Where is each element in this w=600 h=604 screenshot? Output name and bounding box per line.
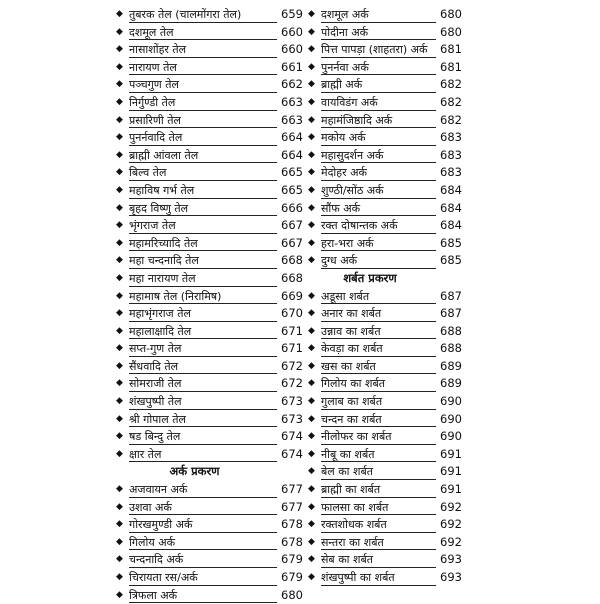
diamond-bullet-icon: ◆ bbox=[116, 272, 123, 283]
entry-page-number: 681 bbox=[440, 42, 462, 57]
diamond-bullet-icon: ◆ bbox=[308, 343, 315, 354]
entry-page-number: 659 bbox=[281, 7, 303, 21]
index-entry bbox=[116, 270, 303, 288]
entry-title: भृंगराज तेल bbox=[129, 217, 275, 235]
diamond-bullet-icon: ◆ bbox=[308, 501, 315, 512]
entry-title: बिल्व तेल bbox=[129, 164, 275, 182]
index-entry bbox=[308, 235, 462, 253]
diamond-bullet-icon: ◆ bbox=[308, 466, 315, 477]
index-entry bbox=[116, 112, 303, 130]
entry-title: अजवायन अर्क bbox=[129, 481, 275, 499]
entry-page-number: 667 bbox=[281, 218, 303, 233]
index-column-left bbox=[116, 6, 303, 604]
diamond-bullet-icon: ◆ bbox=[308, 519, 315, 530]
index-entry bbox=[116, 358, 303, 376]
index-entry bbox=[116, 94, 303, 112]
diamond-bullet-icon: ◆ bbox=[308, 149, 315, 160]
entry-title: रक्तशोधक शर्बत bbox=[321, 516, 434, 534]
index-entry bbox=[308, 499, 462, 517]
entry-page-number: 678 bbox=[281, 517, 303, 532]
entry-page-number: 691 bbox=[440, 464, 462, 479]
diamond-bullet-icon: ◆ bbox=[116, 325, 123, 336]
index-entry bbox=[116, 516, 303, 534]
entry-page-number: 690 bbox=[440, 411, 462, 426]
entry-title: प्रसारिणी तेल bbox=[129, 112, 275, 130]
entry-title: महालाक्षादि तेल bbox=[129, 323, 275, 341]
index-entry bbox=[116, 305, 303, 323]
entry-title: सन्तरा का शर्बत bbox=[321, 534, 434, 552]
entry-title: ब्राह्मी आंवला तेल bbox=[129, 147, 275, 165]
entry-page-number: 673 bbox=[281, 411, 303, 426]
entry-page-number: 684 bbox=[440, 218, 462, 233]
index-entry bbox=[116, 6, 303, 24]
diamond-bullet-icon: ◆ bbox=[308, 237, 315, 248]
index-entry bbox=[308, 358, 462, 376]
entry-title: चन्दन का शर्बत bbox=[321, 411, 434, 429]
entry-page-number: 673 bbox=[281, 394, 303, 409]
entry-page-number: 689 bbox=[440, 376, 462, 391]
diamond-bullet-icon: ◆ bbox=[308, 9, 315, 19]
diamond-bullet-icon: ◆ bbox=[308, 220, 315, 231]
index-entry bbox=[116, 428, 303, 446]
diamond-bullet-icon: ◆ bbox=[116, 484, 123, 495]
diamond-bullet-icon: ◆ bbox=[116, 114, 123, 125]
index-entry bbox=[308, 481, 462, 499]
index-entry bbox=[308, 446, 462, 464]
entry-title: वायविडंग अर्क bbox=[321, 94, 434, 112]
index-entry bbox=[308, 94, 462, 112]
entry-title: महामंजिष्ठादि अर्क bbox=[321, 112, 434, 130]
entry-page-number: 665 bbox=[281, 165, 303, 180]
entry-page-number: 683 bbox=[440, 130, 462, 145]
entry-page-number: 684 bbox=[440, 182, 462, 197]
index-entry bbox=[116, 200, 303, 218]
entry-title: पित्त पापड़ा (शाहतरा) अर्क bbox=[321, 41, 434, 59]
index-entry bbox=[308, 200, 462, 218]
entry-title: महामरिच्यादि तेल bbox=[129, 235, 275, 253]
entry-page-number: 674 bbox=[281, 446, 303, 461]
diamond-bullet-icon: ◆ bbox=[116, 184, 123, 195]
diamond-bullet-icon: ◆ bbox=[116, 79, 123, 90]
entry-title: ब्राह्मी अर्क bbox=[321, 76, 434, 94]
index-entry bbox=[308, 534, 462, 552]
index-entry bbox=[116, 534, 303, 552]
index-entry bbox=[308, 252, 462, 270]
entry-title: बेल का शर्बत bbox=[321, 463, 434, 481]
diamond-bullet-icon: ◆ bbox=[116, 220, 123, 231]
diamond-bullet-icon: ◆ bbox=[116, 167, 123, 178]
index-entry bbox=[116, 551, 303, 569]
index-entry bbox=[308, 164, 462, 182]
entry-title: तुबरक तेल (चालमोंगरा तेल) bbox=[129, 6, 275, 24]
entry-page-number: 677 bbox=[281, 499, 303, 514]
diamond-bullet-icon: ◆ bbox=[308, 290, 315, 301]
index-entry bbox=[116, 59, 303, 77]
entry-page-number: 667 bbox=[281, 235, 303, 250]
diamond-bullet-icon: ◆ bbox=[116, 61, 123, 72]
index-entry bbox=[116, 499, 303, 517]
diamond-bullet-icon: ◆ bbox=[308, 572, 315, 582]
entry-page-number: 682 bbox=[440, 112, 462, 127]
diamond-bullet-icon: ◆ bbox=[116, 132, 123, 143]
entry-title: नासाशोंहर तेल bbox=[129, 41, 275, 59]
index-entry bbox=[308, 375, 462, 393]
entry-page-number: 690 bbox=[440, 394, 462, 409]
entry-title: सौंफ अर्क bbox=[321, 200, 434, 218]
entry-page-number: 691 bbox=[440, 446, 462, 461]
index-entry bbox=[116, 41, 303, 59]
entry-title: गुलाब का शर्बत bbox=[321, 393, 434, 411]
diamond-bullet-icon: ◆ bbox=[308, 44, 315, 55]
index-entry bbox=[308, 24, 462, 42]
diamond-bullet-icon: ◆ bbox=[116, 413, 123, 424]
entry-title: मेदोहर अर्क bbox=[321, 164, 434, 182]
index-entry bbox=[116, 323, 303, 341]
index-entry bbox=[308, 340, 462, 358]
entry-title: सैंधवादि तेल bbox=[129, 358, 275, 376]
entry-page-number: 687 bbox=[440, 306, 462, 321]
index-entry bbox=[116, 164, 303, 182]
entry-page-number: 683 bbox=[440, 147, 462, 162]
index-entry bbox=[308, 217, 462, 235]
entry-page-number: 680 bbox=[281, 587, 303, 602]
index-entry bbox=[116, 252, 303, 270]
diamond-bullet-icon: ◆ bbox=[116, 44, 123, 55]
entry-title: उन्नाव का शर्बत bbox=[321, 323, 434, 341]
diamond-bullet-icon: ◆ bbox=[308, 431, 315, 442]
entry-page-number: 681 bbox=[440, 59, 462, 74]
entry-title: गोरखमुण्डी अर्क bbox=[129, 516, 275, 534]
entry-title: नीलोफर का शर्बत bbox=[321, 428, 434, 446]
diamond-bullet-icon: ◆ bbox=[308, 255, 315, 266]
entry-page-number: 660 bbox=[281, 24, 303, 39]
entry-title: केवड़ा का शर्बत bbox=[321, 340, 434, 358]
diamond-bullet-icon: ◆ bbox=[116, 448, 123, 459]
entry-title: पञ्चगुण तेल bbox=[129, 76, 275, 94]
index-entry bbox=[308, 59, 462, 77]
index-column-right bbox=[308, 6, 462, 587]
entry-title: निर्गुण्डी तेल bbox=[129, 94, 275, 112]
index-entry bbox=[116, 446, 303, 464]
entry-page-number: 660 bbox=[281, 42, 303, 57]
diamond-bullet-icon: ◆ bbox=[116, 378, 123, 389]
diamond-bullet-icon: ◆ bbox=[308, 308, 315, 319]
entry-title: दशमूल तेल bbox=[129, 24, 275, 42]
index-entry bbox=[116, 147, 303, 165]
index-entry bbox=[308, 112, 462, 130]
entry-title: अनार का शर्बत bbox=[321, 305, 434, 323]
index-entry bbox=[116, 393, 303, 411]
index-entry bbox=[308, 323, 462, 341]
entry-page-number: 692 bbox=[440, 534, 462, 549]
index-entry bbox=[308, 41, 462, 59]
diamond-bullet-icon: ◆ bbox=[308, 26, 315, 37]
diamond-bullet-icon: ◆ bbox=[116, 308, 123, 319]
index-entry bbox=[308, 569, 462, 587]
entry-page-number: 685 bbox=[440, 253, 462, 268]
diamond-bullet-icon: ◆ bbox=[116, 360, 123, 371]
entry-title: चिरायता रस/अर्क bbox=[129, 569, 275, 587]
entry-title: उशवा अर्क bbox=[129, 499, 275, 517]
entry-page-number: 693 bbox=[440, 570, 462, 584]
entry-title: महाविष गर्भ तेल bbox=[129, 182, 275, 200]
index-entry bbox=[308, 147, 462, 165]
index-entry bbox=[308, 428, 462, 446]
entry-page-number: 671 bbox=[281, 323, 303, 338]
index-entry bbox=[116, 76, 303, 94]
entry-page-number: 690 bbox=[440, 429, 462, 444]
diamond-bullet-icon: ◆ bbox=[116, 536, 123, 547]
entry-page-number: 677 bbox=[281, 482, 303, 497]
diamond-bullet-icon: ◆ bbox=[116, 343, 123, 354]
index-entry bbox=[116, 340, 303, 358]
entry-title: चन्दनादि अर्क bbox=[129, 551, 275, 569]
entry-page-number: 662 bbox=[281, 77, 303, 92]
entry-page-number: 663 bbox=[281, 112, 303, 127]
entry-page-number: 688 bbox=[440, 341, 462, 356]
entry-title: अडूसा शर्बत bbox=[321, 288, 434, 306]
entry-page-number: 682 bbox=[440, 94, 462, 109]
entry-page-number: 679 bbox=[281, 552, 303, 567]
diamond-bullet-icon: ◆ bbox=[308, 484, 315, 495]
entry-title: षड बिन्दु तेल bbox=[129, 428, 275, 446]
entry-title: मकोय अर्क bbox=[321, 129, 434, 147]
entry-page-number: 670 bbox=[281, 306, 303, 321]
diamond-bullet-icon: ◆ bbox=[308, 360, 315, 371]
index-entry bbox=[308, 6, 462, 24]
entry-title: शंखपुष्पी तेल bbox=[129, 393, 275, 411]
entry-title: खस का शर्बत bbox=[321, 358, 434, 376]
entry-page-number: 668 bbox=[281, 270, 303, 285]
entry-page-number: 678 bbox=[281, 534, 303, 549]
entry-page-number: 691 bbox=[440, 482, 462, 497]
entry-title: नारायण तेल bbox=[129, 59, 275, 77]
index-entry bbox=[116, 288, 303, 306]
index-entry bbox=[116, 235, 303, 253]
entry-title: महा चन्दनादि तेल bbox=[129, 252, 275, 270]
diamond-bullet-icon: ◆ bbox=[308, 184, 315, 195]
diamond-bullet-icon: ◆ bbox=[308, 167, 315, 178]
index-entry bbox=[308, 551, 462, 569]
entry-page-number: 663 bbox=[281, 94, 303, 109]
section-heading: शर्बत प्रकरण bbox=[343, 270, 397, 285]
diamond-bullet-icon: ◆ bbox=[308, 396, 315, 407]
entry-title: बृहद विष्णु तेल bbox=[129, 200, 275, 218]
index-entry bbox=[116, 217, 303, 235]
index-entry bbox=[308, 411, 462, 429]
diamond-bullet-icon: ◆ bbox=[308, 61, 315, 72]
diamond-bullet-icon: ◆ bbox=[116, 572, 123, 582]
entry-page-number: 692 bbox=[440, 499, 462, 514]
diamond-bullet-icon: ◆ bbox=[308, 114, 315, 125]
entry-title: महाभृंगराज तेल bbox=[129, 305, 275, 323]
diamond-bullet-icon: ◆ bbox=[116, 26, 123, 37]
diamond-bullet-icon: ◆ bbox=[308, 378, 315, 389]
index-entry bbox=[116, 129, 303, 147]
entry-title: महासुदर्शन अर्क bbox=[321, 147, 434, 165]
diamond-bullet-icon: ◆ bbox=[308, 325, 315, 336]
entry-title: श्री गोपाल तेल bbox=[129, 411, 275, 429]
index-entry bbox=[308, 182, 462, 200]
diamond-bullet-icon: ◆ bbox=[308, 554, 315, 565]
index-entry bbox=[116, 587, 303, 604]
entry-title: क्षार तेल bbox=[129, 446, 275, 464]
diamond-bullet-icon: ◆ bbox=[308, 413, 315, 424]
entry-page-number: 683 bbox=[440, 165, 462, 180]
index-entry bbox=[308, 516, 462, 534]
entry-page-number: 664 bbox=[281, 147, 303, 162]
entry-title: पुनर्नवादि तेल bbox=[129, 129, 275, 147]
entry-title: गिलोय अर्क bbox=[129, 534, 275, 552]
entry-title: दशमूल अर्क bbox=[321, 6, 434, 24]
diamond-bullet-icon: ◆ bbox=[308, 448, 315, 459]
entry-title: हरा-भरा अर्क bbox=[321, 235, 434, 253]
entry-title: फालसा का शर्बत bbox=[321, 499, 434, 517]
section-heading: अर्क प्रकरण bbox=[169, 464, 220, 479]
entry-page-number: 671 bbox=[281, 341, 303, 356]
entry-title: पोदीना अर्क bbox=[321, 24, 434, 42]
entry-page-number: 661 bbox=[281, 59, 303, 74]
entry-title: सेब का शर्बत bbox=[321, 551, 434, 569]
diamond-bullet-icon: ◆ bbox=[116, 396, 123, 407]
index-entry bbox=[116, 375, 303, 393]
entry-page-number: 672 bbox=[281, 376, 303, 391]
diamond-bullet-icon: ◆ bbox=[308, 96, 315, 107]
index-entry bbox=[116, 182, 303, 200]
entry-page-number: 688 bbox=[440, 323, 462, 338]
entry-page-number: 680 bbox=[440, 7, 462, 21]
diamond-bullet-icon: ◆ bbox=[116, 589, 123, 600]
entry-title: ब्राह्मी का शर्बत bbox=[321, 481, 434, 499]
diamond-bullet-icon: ◆ bbox=[116, 202, 123, 213]
diamond-bullet-icon: ◆ bbox=[308, 79, 315, 90]
diamond-bullet-icon: ◆ bbox=[308, 132, 315, 143]
index-entry bbox=[116, 24, 303, 42]
entry-page-number: 687 bbox=[440, 288, 462, 303]
diamond-bullet-icon: ◆ bbox=[116, 290, 123, 301]
entry-page-number: 693 bbox=[440, 552, 462, 567]
entry-title: महामाष तेल (निरामिष) bbox=[129, 288, 275, 306]
entry-title: शुण्ठी/सोंठ अर्क bbox=[321, 182, 434, 200]
entry-title: रक्त दोषान्तक अर्क bbox=[321, 217, 434, 235]
diamond-bullet-icon: ◆ bbox=[116, 519, 123, 530]
entry-page-number: 669 bbox=[281, 288, 303, 303]
diamond-bullet-icon: ◆ bbox=[116, 501, 123, 512]
entry-page-number: 682 bbox=[440, 77, 462, 92]
diamond-bullet-icon: ◆ bbox=[116, 149, 123, 160]
index-entry bbox=[308, 393, 462, 411]
entry-page-number: 680 bbox=[440, 24, 462, 39]
index-entry bbox=[308, 129, 462, 147]
entry-page-number: 685 bbox=[440, 235, 462, 250]
entry-title: नीबू का शर्बत bbox=[321, 446, 434, 464]
index-entry bbox=[308, 76, 462, 94]
entry-title: पुनर्नवा अर्क bbox=[321, 59, 434, 77]
diamond-bullet-icon: ◆ bbox=[308, 202, 315, 213]
index-entry bbox=[116, 481, 303, 499]
entry-title: सोमराजी तेल bbox=[129, 375, 275, 393]
entry-page-number: 666 bbox=[281, 200, 303, 215]
entry-title: शंखपुष्पी का शर्बत bbox=[321, 569, 434, 587]
entry-title: महा नारायण तेल bbox=[129, 270, 275, 288]
entry-page-number: 668 bbox=[281, 253, 303, 268]
diamond-bullet-icon: ◆ bbox=[116, 96, 123, 107]
diamond-bullet-icon: ◆ bbox=[116, 237, 123, 248]
entry-page-number: 684 bbox=[440, 200, 462, 215]
entry-page-number: 672 bbox=[281, 358, 303, 373]
entry-page-number: 692 bbox=[440, 517, 462, 532]
index-entry bbox=[308, 288, 462, 306]
entry-page-number: 689 bbox=[440, 358, 462, 373]
diamond-bullet-icon: ◆ bbox=[116, 9, 123, 19]
diamond-bullet-icon: ◆ bbox=[116, 431, 123, 442]
entry-title: सप्त-गुण तेल bbox=[129, 340, 275, 358]
index-entry bbox=[116, 411, 303, 429]
entry-title: गिलोय का शर्बत bbox=[321, 375, 434, 393]
index-entry bbox=[116, 569, 303, 587]
entry-title: दुग्ध अर्क bbox=[321, 252, 434, 270]
diamond-bullet-icon: ◆ bbox=[308, 536, 315, 547]
entry-page-number: 674 bbox=[281, 429, 303, 444]
index-entry bbox=[308, 305, 462, 323]
entry-page-number: 664 bbox=[281, 130, 303, 145]
diamond-bullet-icon: ◆ bbox=[116, 255, 123, 266]
entry-page-number: 665 bbox=[281, 182, 303, 197]
diamond-bullet-icon: ◆ bbox=[116, 554, 123, 565]
entry-page-number: 679 bbox=[281, 570, 303, 584]
index-entry bbox=[308, 463, 462, 481]
entry-title: त्रिफला अर्क bbox=[129, 587, 275, 604]
